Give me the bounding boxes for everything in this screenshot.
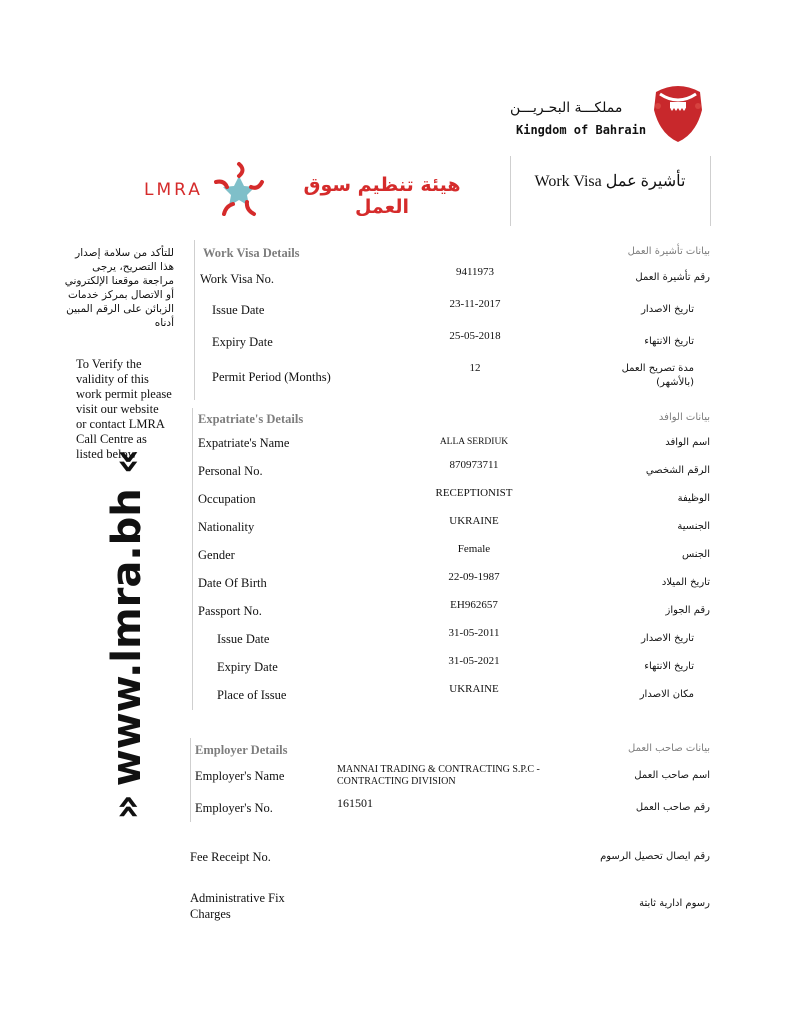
permit-period-label: Permit Period (Months) xyxy=(212,370,331,384)
personal-no-label: Personal No. xyxy=(198,464,263,478)
visa-heading-en: Work Visa Details xyxy=(203,246,300,260)
passport-expiry-date-label-ar: تاريخ الانتهاء xyxy=(644,661,694,672)
expat-name-value: ALLA SERDIUK xyxy=(439,437,509,447)
employer-name-label: Employer's Name xyxy=(195,769,285,783)
chevron-left-icon: « xyxy=(104,454,150,475)
employer-heading-en: Employer Details xyxy=(195,743,288,757)
admin-charges-label: Administrative Fix Charges xyxy=(190,891,285,921)
bahrain-emblem-icon xyxy=(646,80,710,144)
passport-no-label-ar: رقم الجواز xyxy=(665,605,710,616)
visa-issue-date-value: 23-11-2017 xyxy=(449,298,501,310)
verify-text-ar: للتأكد من سلامة إصدار هذا التصريح، يرجى مراجعة موقعنا الإلكتروني أو الاتصال بمركز خدمات الزبائن على الرقم المبين أدناه xyxy=(64,247,174,329)
gender-value: Female xyxy=(457,543,491,555)
place-of-issue-label-ar: مكان الاصدار xyxy=(639,689,694,700)
title-divider-left xyxy=(510,156,511,226)
lmra-logo-ar: هيئة تنظيم سوق العمل xyxy=(303,174,461,218)
expat-name-label: Expatriate's Name xyxy=(198,436,290,450)
lmra-star-logo-icon xyxy=(206,160,272,222)
passport-issue-date-label-ar: تاريخ الاصدار xyxy=(641,633,694,644)
admin-charges-label-ar: رسوم ادارية ثابتة xyxy=(639,898,710,909)
employer-no-label-ar: رقم صاحب العمل xyxy=(635,802,710,813)
employer-section-border xyxy=(190,738,191,822)
verify-text-en: To Verify the validity of this work permit please visit our website or contact LMRA Call Centre as listed below xyxy=(76,357,172,461)
employer-name-label-ar: اسم صاحب العمل xyxy=(634,770,710,781)
passport-no-label: Passport No. xyxy=(198,604,262,618)
permit-period-label-ar: مدة تصريح العمل (بالأشهر) xyxy=(621,363,694,388)
employer-no-value: 161501 xyxy=(337,796,373,810)
occupation-value: RECEPTIONIST xyxy=(435,487,513,499)
employer-no-label: Employer's No. xyxy=(195,801,273,815)
passport-expiry-date-value: 31-05-2021 xyxy=(448,655,500,667)
kingdom-name-en: Kingdom of Bahrain xyxy=(516,123,647,137)
title-divider-right xyxy=(710,156,711,226)
personal-no-label-ar: الرقم الشخصي xyxy=(645,465,710,476)
nationality-label: Nationality xyxy=(198,520,255,534)
fee-receipt-label: Fee Receipt No. xyxy=(190,850,271,864)
visa-expiry-date-value: 25-05-2018 xyxy=(449,330,501,342)
occupation-label: Occupation xyxy=(198,492,256,506)
permit-period-value: 12 xyxy=(469,362,481,374)
employer-name-value: MANNAI TRADING & CONTRACTING S.P.C - CONTRACTING DIVISION xyxy=(337,764,540,787)
gender-label: Gender xyxy=(198,548,235,562)
visa-expiry-date-label: Expiry Date xyxy=(212,335,273,349)
gender-label-ar: الجنس xyxy=(681,549,710,560)
expat-section-border xyxy=(192,408,193,710)
website-url: » www.lmra.bh « xyxy=(104,454,150,820)
expat-heading-ar: بيانات الوافد xyxy=(658,412,710,423)
date-of-birth-label: Date Of Birth xyxy=(198,576,267,590)
occupation-label-ar: الوظيفة xyxy=(677,493,710,504)
expat-heading-en: Expatriate's Details xyxy=(198,412,304,426)
visa-expiry-date-label-ar: تاريخ الانتهاء xyxy=(644,336,694,347)
nationality-value: UKRAINE xyxy=(449,515,499,527)
expat-name-label-ar: اسم الوافد xyxy=(665,437,710,448)
document-title: Work Visa تأشيرة عمل xyxy=(534,173,686,190)
chevron-right-icon: » xyxy=(104,800,150,820)
visa-heading-ar: بيانات تأشيرة العمل xyxy=(627,246,710,257)
visa-no-label: Work Visa No. xyxy=(200,272,275,286)
visa-no-value: 9411973 xyxy=(455,266,495,278)
passport-no-value: EH962657 xyxy=(450,599,498,611)
visa-issue-date-label: Issue Date xyxy=(212,303,265,317)
visa-no-label-ar: رقم تأشيرة العمل xyxy=(635,272,710,283)
visa-section-border xyxy=(194,240,195,400)
fee-receipt-label-ar: رقم ايصال تحصيل الرسوم xyxy=(600,851,710,862)
passport-issue-date-label: Issue Date xyxy=(217,632,270,646)
date-of-birth-label-ar: تاريخ الميلاد xyxy=(661,577,710,588)
nationality-label-ar: الجنسية xyxy=(677,521,710,532)
place-of-issue-label: Place of Issue xyxy=(217,688,287,702)
place-of-issue-value: UKRAINE xyxy=(449,683,499,695)
passport-expiry-date-label: Expiry Date xyxy=(217,660,278,674)
personal-no-value: 870973711 xyxy=(449,459,499,471)
employer-heading-ar: بيانات صاحب العمل xyxy=(628,743,710,754)
visa-issue-date-label-ar: تاريخ الاصدار xyxy=(641,304,694,315)
passport-issue-date-value: 31-05-2011 xyxy=(448,627,500,639)
lmra-logo-en: LMRA xyxy=(144,180,203,200)
kingdom-name-ar: مملكـــة البحـريـــن xyxy=(510,100,623,116)
date-of-birth-value: 22-09-1987 xyxy=(448,571,500,583)
